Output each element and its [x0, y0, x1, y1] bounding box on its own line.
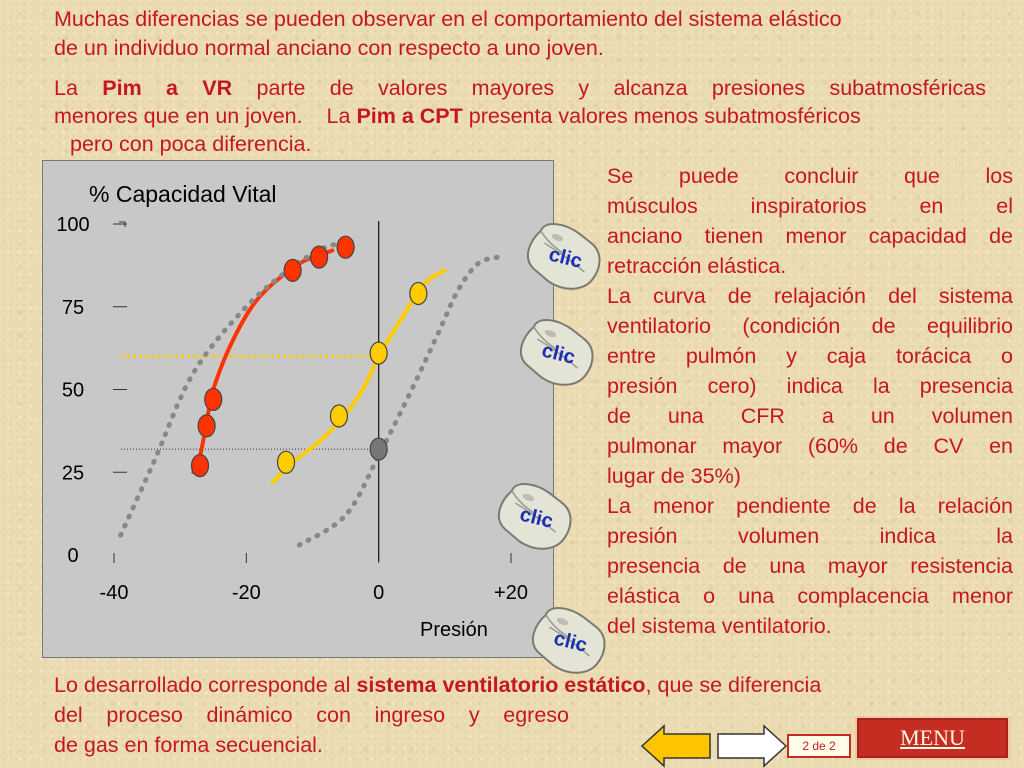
x-tick-label: 0 — [373, 582, 385, 604]
equilibrium-line: pulmonar mayor (60% de CV en — [607, 434, 1013, 458]
intro-line-2: de un individuo normal anciano con respecto a uno joven. — [54, 36, 604, 60]
pim-line-2-start: menores que en un joven. — [54, 104, 303, 128]
equilibrium-point — [370, 438, 387, 460]
equilibrium-line: La curva de relajación del sistema — [607, 284, 1013, 308]
conclusion-line: Se puede concluir que los — [607, 164, 1013, 188]
svg-text:clic: clic — [517, 503, 556, 533]
pim-cpt-term: Pim a CPT — [356, 104, 463, 128]
bottom-suffix: , que se diferencia — [645, 673, 822, 697]
y-tick-label: 25 — [61, 462, 85, 485]
compliance-line: presencia de una mayor resistencia — [607, 554, 1013, 578]
compliance-paragraph — [607, 491, 1013, 641]
series-point-0 — [311, 246, 328, 268]
compliance-line: presión volumen indica la — [607, 524, 1013, 548]
compliance-line: del sistema ventilatorio. — [607, 614, 832, 638]
mouse-icon — [512, 222, 608, 294]
page-indicator: 2 de 2 — [787, 734, 851, 758]
conclusion-line: músculos inspiratorios en el — [607, 194, 1013, 218]
y-tick-label: 0 — [67, 545, 79, 567]
svg-text:clic: clic — [539, 339, 578, 369]
pim-vr-term: Pim a VR — [102, 76, 233, 100]
equilibrium-line: entre pulmón y caja torácica o — [607, 344, 1013, 368]
pressure-volume-chart — [42, 160, 554, 658]
right-text-column — [607, 161, 1013, 641]
bottom-line-1 — [54, 670, 821, 700]
y-tick-label: 75 — [61, 296, 85, 319]
pim-line-1 — [54, 73, 986, 103]
forward-arrow-button[interactable] — [716, 724, 788, 768]
series-point-0 — [337, 236, 354, 258]
equilibrium-line: presión cero) indica la presencia — [607, 374, 1013, 398]
bottom-line-2: del proceso dinámico con ingreso y egreso — [54, 703, 569, 727]
bottom-bold-term: sistema ventilatorio estático — [356, 673, 646, 697]
mouse-icon — [505, 318, 601, 390]
x-tick-label: +20 — [494, 582, 528, 604]
series-line-2 — [121, 244, 346, 535]
pim-line-1-prefix: La — [54, 76, 78, 100]
chart-xlabel: Presión — [420, 619, 488, 641]
bottom-line-3: de gas en forma secuencial. — [54, 733, 323, 757]
y-tick-label: 50 — [61, 379, 85, 402]
equilibrium-line: ventilatorio (condición de equilibrio — [607, 314, 1013, 338]
compliance-line: La menor pendiente de la relación — [607, 494, 1013, 518]
pim-line-2 — [54, 101, 861, 131]
pim-line-2-rest: presenta valores menos subatmosféricos — [468, 104, 861, 128]
clic-button-2[interactable] — [505, 318, 601, 390]
bottom-prefix: Lo desarrollado corresponde al — [54, 673, 351, 697]
mouse-icon — [483, 482, 579, 554]
svg-text:clic: clic — [551, 627, 590, 657]
clic-button-4[interactable] — [517, 606, 613, 678]
equilibrium-line: lugar de 35%) — [607, 464, 741, 488]
series-point-1 — [370, 342, 387, 364]
equilibrium-paragraph — [607, 281, 1013, 491]
series-point-0 — [205, 388, 222, 410]
series-line-3 — [299, 257, 498, 545]
back-arrow-button[interactable] — [640, 724, 712, 768]
mouse-icon — [517, 606, 613, 678]
pim-line-1-rest: parte de valores mayores y alcanza presiones subatmosféricas — [256, 76, 986, 100]
x-tick-label: -20 — [231, 582, 261, 604]
series-point-1 — [278, 451, 295, 473]
compliance-line: elástica o una complacencia menor — [607, 584, 1013, 608]
conclusion-line: anciano tienen menor capacidad de — [607, 224, 1013, 248]
chart-canvas — [43, 161, 553, 657]
conclusion-paragraph — [607, 161, 1013, 281]
series-point-1 — [410, 283, 427, 305]
pim-line-2-prefix: La — [326, 104, 351, 128]
clic-button-1[interactable] — [512, 222, 608, 294]
conclusion-line: retracción elástica. — [607, 254, 787, 278]
equilibrium-line: de una CFR a un volumen — [607, 404, 1013, 428]
pim-line-3: pero con poca diferencia. — [70, 132, 312, 156]
svg-text:clic: clic — [546, 243, 585, 273]
chart-title: % Capacidad Vital — [89, 181, 277, 207]
x-tick-label: -40 — [99, 582, 129, 604]
series-line-0 — [193, 250, 332, 472]
series-point-0 — [284, 259, 301, 281]
intro-line-1: Muchas diferencias se pueden observar en el comportamiento del sistema elástico — [54, 7, 842, 31]
series-point-0 — [198, 415, 215, 437]
chart-lines — [119, 221, 498, 561]
menu-button[interactable]: MENU — [855, 716, 1010, 760]
clic-button-3[interactable] — [483, 482, 579, 554]
y-tick-label: 100 — [56, 214, 90, 236]
series-point-0 — [192, 455, 209, 477]
series-point-1 — [330, 405, 347, 427]
